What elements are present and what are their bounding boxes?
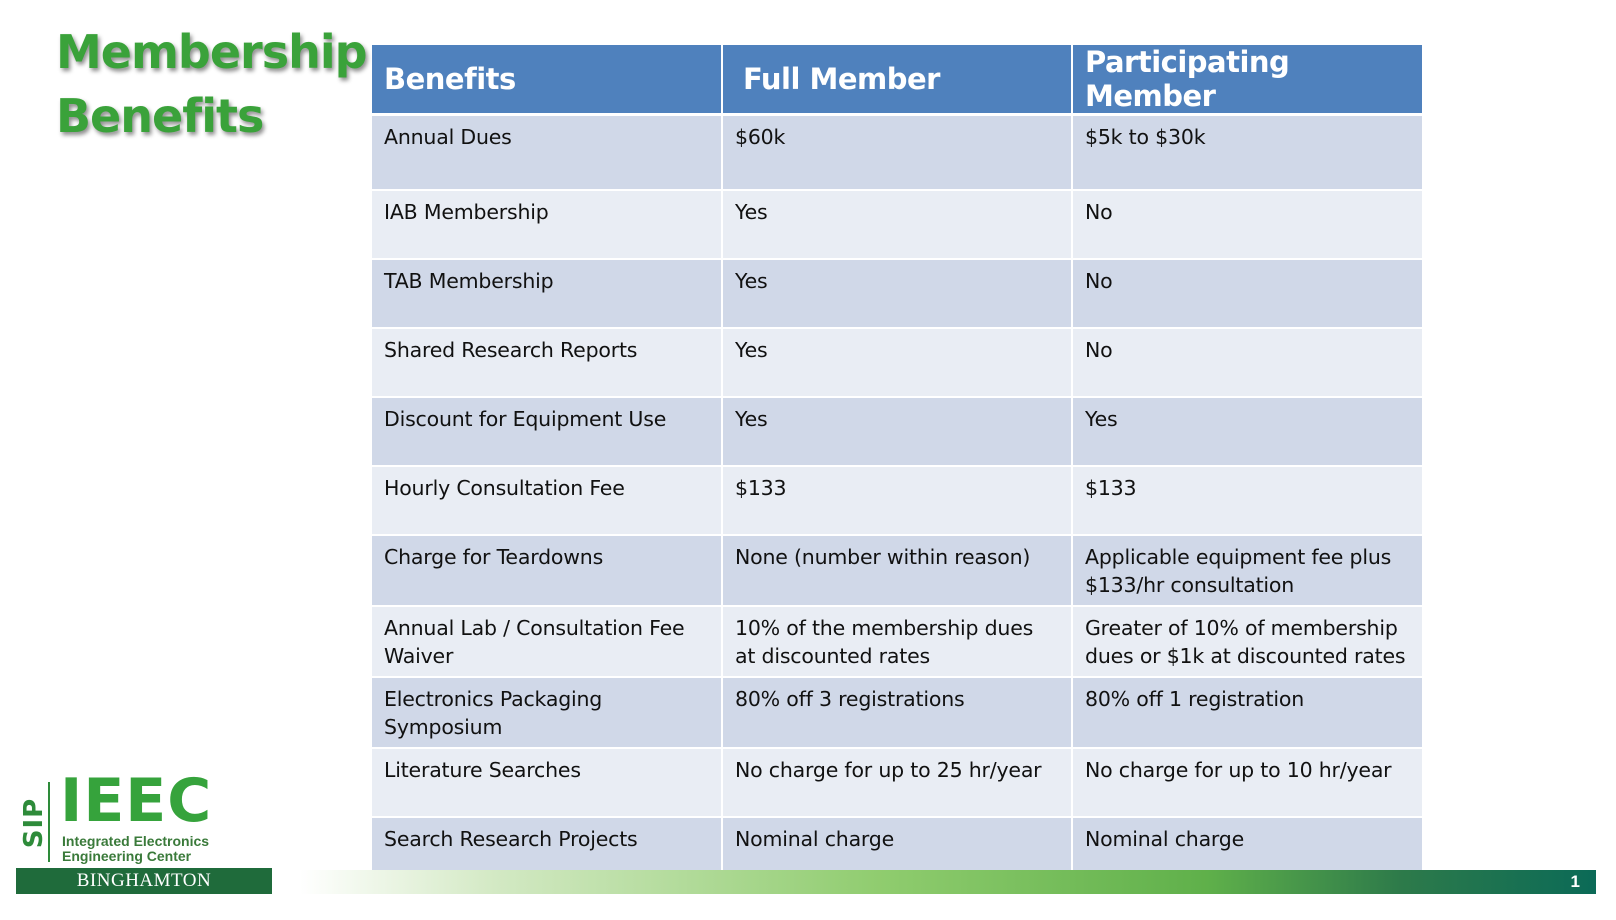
benefit-cell: Search Research Projects <box>372 817 722 886</box>
table-row <box>372 535 1422 606</box>
table-row <box>372 259 1422 328</box>
ieec-subtitle-line1: Integrated Electronics <box>62 833 210 849</box>
participating-member-cell: No <box>1072 328 1422 397</box>
footer-gradient-bar <box>300 870 1596 894</box>
participating-member-cell: No charge for up to 10 hr/year <box>1072 748 1422 817</box>
table-row <box>372 466 1422 535</box>
ieec-logo-name: IEEC <box>60 766 213 836</box>
header-full-member: Full Member <box>722 45 1072 115</box>
slide-title <box>56 20 367 148</box>
full-member-cell: None (number within reason) <box>722 535 1072 606</box>
benefit-cell: Discount for Equipment Use <box>372 397 722 466</box>
ieec-subtitle-line2: Engineering Center <box>62 848 192 864</box>
table-row <box>372 115 1422 190</box>
participating-member-cell: No <box>1072 259 1422 328</box>
full-member-cell: Yes <box>722 190 1072 259</box>
slide-title-line2: Benefits <box>56 89 264 143</box>
benefit-cell: Charge for Teardowns <box>372 535 722 606</box>
participating-member-cell: Applicable equipment fee plus $133/hr consultation <box>1072 535 1422 606</box>
sip-mark <box>18 782 50 862</box>
table-row <box>372 190 1422 259</box>
benefit-cell: TAB Membership <box>372 259 722 328</box>
participating-member-cell: No <box>1072 190 1422 259</box>
participating-member-cell: Nominal charge <box>1072 817 1422 886</box>
table-row <box>372 748 1422 817</box>
participating-member-cell: 80% off 1 registration <box>1072 677 1422 748</box>
full-member-cell: No charge for up to 25 hr/year <box>722 748 1072 817</box>
participating-member-cell: $5k to $30k <box>1072 115 1422 190</box>
participating-member-cell: $133 <box>1072 466 1422 535</box>
full-member-cell: $133 <box>722 466 1072 535</box>
slide-title-line1: Membership <box>56 25 367 79</box>
page-number: 1 <box>1570 872 1580 891</box>
full-member-cell: Yes <box>722 397 1072 466</box>
full-member-cell: Yes <box>722 328 1072 397</box>
participating-member-cell: Yes <box>1072 397 1422 466</box>
participating-member-cell: Greater of 10% of membership dues or $1k at discounted rates <box>1072 606 1422 677</box>
ieec-logo <box>16 766 272 917</box>
table-row <box>372 606 1422 677</box>
sip-mark-text: SIP <box>19 797 49 849</box>
table-row <box>372 397 1422 466</box>
table-row <box>372 677 1422 748</box>
university-banner: BINGHAMTON UNIVERSITY <box>16 868 272 894</box>
ieec-logo-subtitle <box>62 834 209 864</box>
benefits-table <box>372 45 1422 887</box>
benefit-cell: Literature Searches <box>372 748 722 817</box>
full-member-cell: $60k <box>722 115 1072 190</box>
benefit-cell: IAB Membership <box>372 190 722 259</box>
table-header-row <box>372 45 1422 115</box>
benefit-cell: Hourly Consultation Fee <box>372 466 722 535</box>
full-member-cell: 80% off 3 registrations <box>722 677 1072 748</box>
full-member-cell: Nominal charge <box>722 817 1072 886</box>
benefit-cell: Shared Research Reports <box>372 328 722 397</box>
benefit-cell: Annual Dues <box>372 115 722 190</box>
header-participating-member: Participating Member <box>1072 45 1422 115</box>
benefit-cell: Electronics Packaging Symposium <box>372 677 722 748</box>
full-member-cell: Yes <box>722 259 1072 328</box>
full-member-cell: 10% of the membership dues at discounted rates <box>722 606 1072 677</box>
header-benefits: Benefits <box>372 45 722 115</box>
table-row <box>372 328 1422 397</box>
benefit-cell: Annual Lab / Consultation Fee Waiver <box>372 606 722 677</box>
